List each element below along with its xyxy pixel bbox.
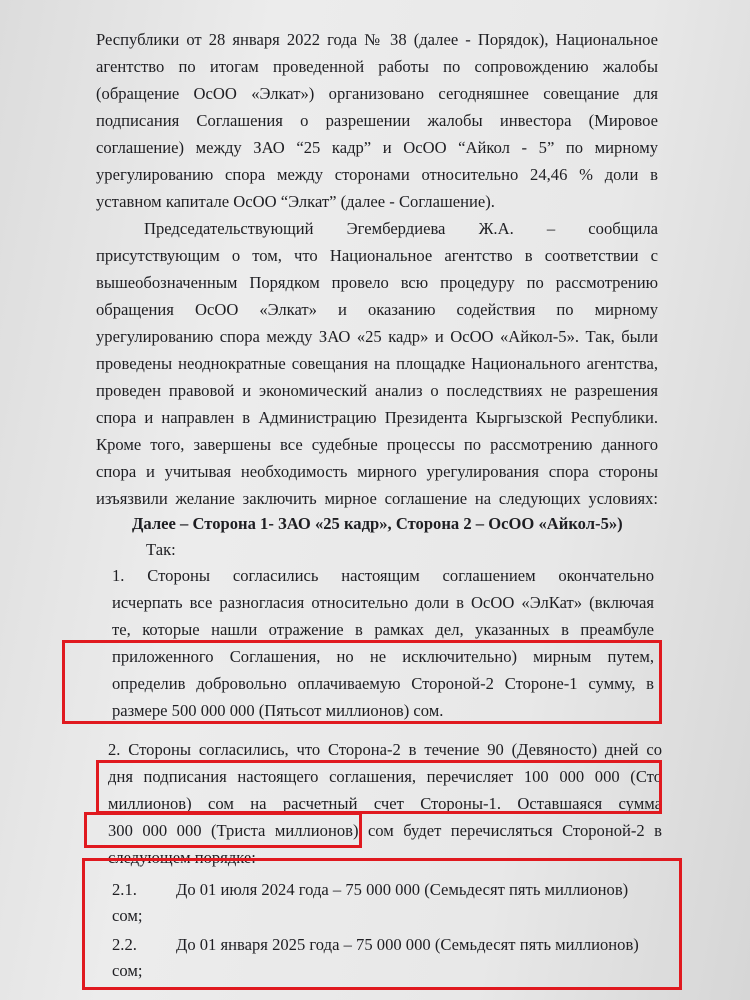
text-line: (обращение ОсОО «Элкат») организовано сегодняшнее совещание для [96, 84, 658, 103]
text-line: обращения ОсОО «Элкат» и оказанию содействия по мирному [96, 300, 658, 319]
text-line: спора и учитывая необходимость мирного урегулирования спора стороны [96, 462, 658, 481]
text-line: соглашение) между ЗАО “25 кадр” и ОсОО “Айкол - 5” по мирному [96, 138, 658, 157]
text-line: Так: [146, 540, 176, 559]
text-line: уставном капитале ОсОО “Элкат” (далее - Соглашение). [96, 192, 495, 211]
clause-1-line: 1. Стороны согласились настоящим соглашением окончательно [112, 566, 654, 585]
clause-1-line: те, которые нашли отражение в рамках дел, указанных в преамбуле [112, 620, 654, 639]
subclause-2-1-number: 2.1. [112, 880, 137, 899]
clause-2-line: 2. Стороны согласились, что Сторона-2 в течение 90 (Девяносто) дней со [108, 740, 662, 759]
text-line: вышеобозначенным Порядком провело всю процедуру по рассмотрению [96, 273, 658, 292]
clause-2-line: дня подписания настоящего соглашения, перечисляет 100 000 000 (Сто [108, 767, 662, 786]
text-line: подписания Соглашения о разрешении жалобы инвестора (Мировое [96, 111, 658, 130]
clause-1-line: приложенного Соглашения, но не исключительно) мирным путем, [112, 647, 654, 666]
text-line: агентство по итогам проведенной работы по сопровождению жалобы [96, 57, 658, 76]
clause-2-line: следующем порядке: [108, 848, 256, 867]
text-line: изъязвили желание заключить мирное соглашение на следующих условиях: [96, 489, 658, 508]
clause-1-line: исчерпать все разногласия относительно доли в ОсОО «ЭлКат» (включая [112, 593, 654, 612]
subclause-2-1-text: сом; [112, 906, 143, 925]
text-line: проведены неоднократные совещания на площадке Национального агентства, [96, 354, 658, 373]
clause-2-line: миллионов) сом на расчетный счет Стороны-1. Оставшаяся сумма [108, 794, 662, 813]
text-line: Республики от 28 января 2022 года № 38 (далее - Порядок), Национальное [96, 30, 658, 49]
text-line: урегулированию спора между ЗАО «25 кадр» и ОсОО «Айкол-5». Так, были [96, 327, 658, 346]
text-line: проведен правовой и экономический анализ о последствиях не разрешения [96, 381, 658, 400]
text-line: урегулированию спора между сторонами относительно 24,46 % доли в [96, 165, 658, 184]
text-line: Председательствующий Эгембердиева Ж.А. – сообщила [144, 219, 658, 238]
text-line: спора и направлен в Администрацию Президента Кыргызской Республики. [96, 408, 658, 427]
subclause-2-2-number: 2.2. [112, 935, 137, 954]
clause-2-line: 300 000 000 (Триста миллионов) сом будет перечисляться Стороной-2 в [108, 821, 662, 840]
subclause-2-2-text: До 01 января 2025 года – 75 000 000 (Семьдесят пять миллионов) [176, 935, 639, 954]
text-line: присутствующим о том, что Национальное агентство в соответствии с [96, 246, 658, 265]
text-line: Кроме того, завершены все судебные процессы по рассмотрению данного [96, 435, 658, 454]
parties-definition: Далее – Сторона 1- ЗАО «25 кадр», Сторона 2 – ОсОО «Айкол-5») [132, 514, 623, 533]
clause-1-line: определив добровольно оплачиваемую Стороной-2 Стороне-1 сумму, в [112, 674, 654, 693]
highlight-box-installments [82, 858, 682, 990]
clause-1-line: размере 500 000 000 (Пятьсот миллионов) сом. [112, 701, 444, 720]
subclause-2-1-text: До 01 июля 2024 года – 75 000 000 (Семьдесят пять миллионов) [176, 880, 629, 899]
subclause-2-2-text: сом; [112, 961, 143, 980]
